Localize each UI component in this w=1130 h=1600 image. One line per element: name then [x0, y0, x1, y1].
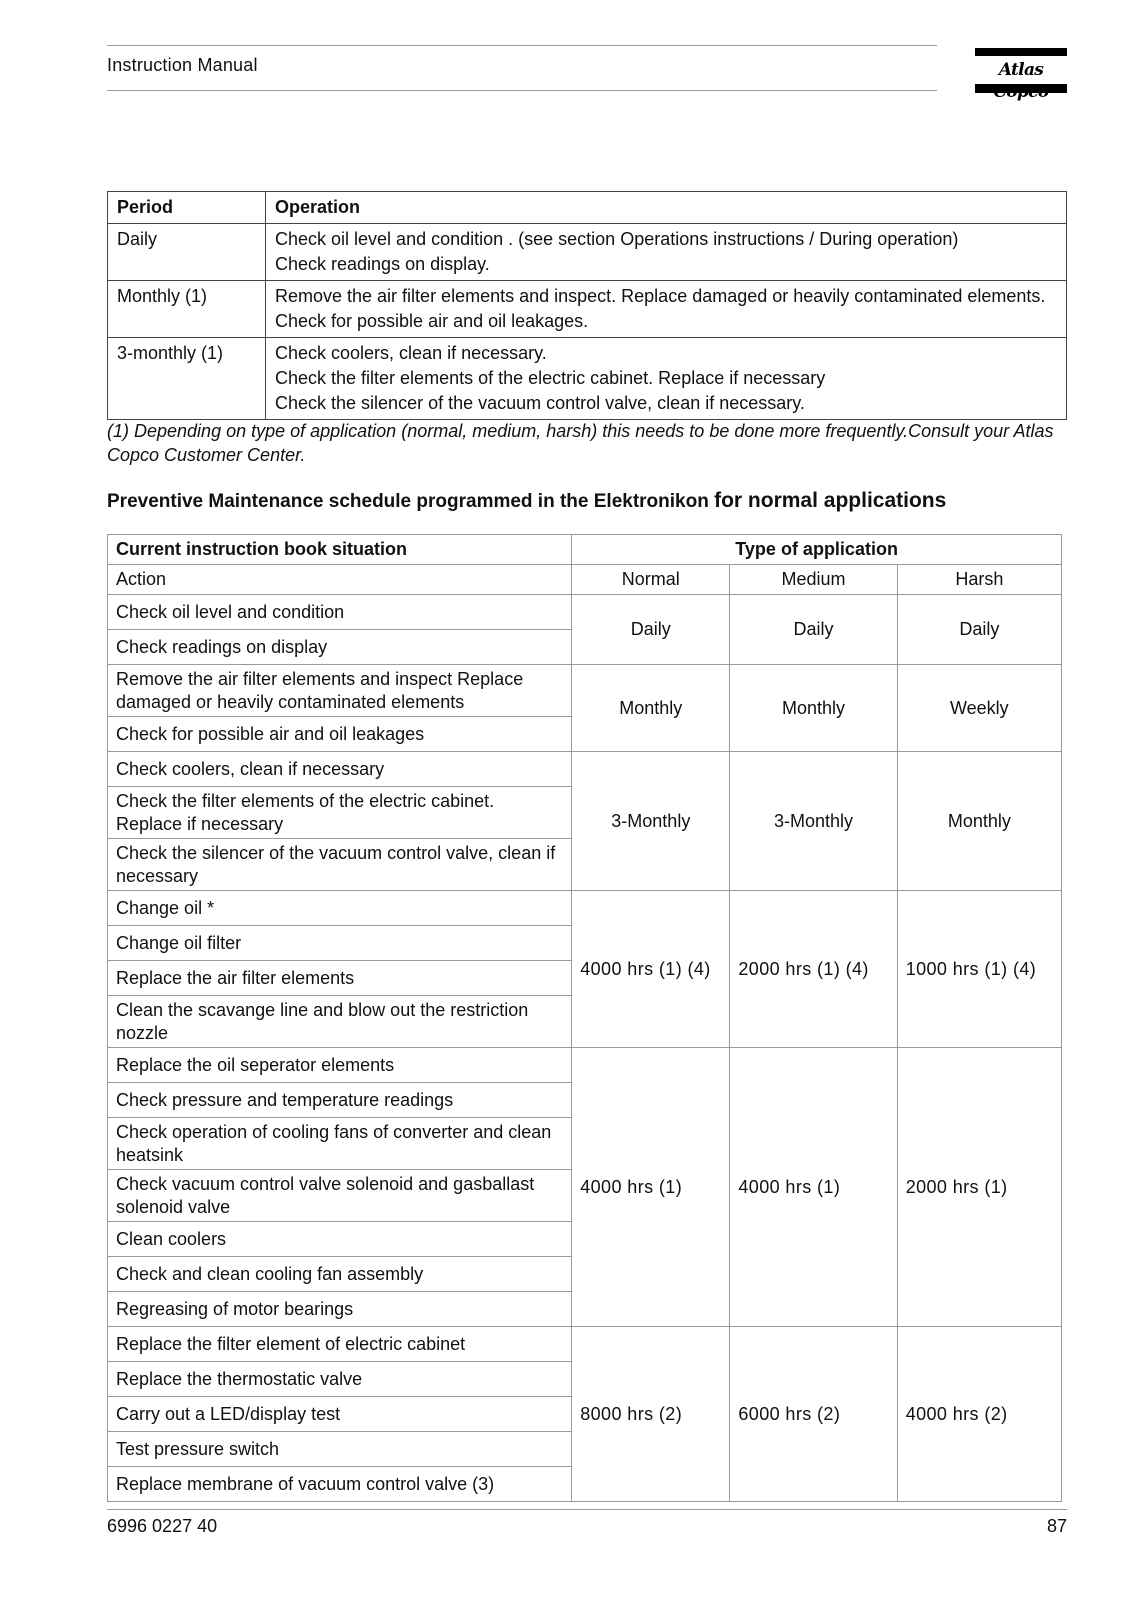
- period-cell: Monthly (1): [108, 281, 266, 338]
- header-period: Period: [108, 192, 266, 224]
- table-row: [108, 752, 1062, 787]
- header-operation: Operation: [266, 192, 1067, 224]
- action-cell: Check for possible air and oil leakages: [108, 717, 572, 752]
- header-harsh: Harsh: [897, 565, 1061, 595]
- table-row: [108, 1327, 1062, 1362]
- logo-wordmark: Atlas: [998, 60, 1044, 80]
- operation-cell: [266, 338, 1067, 420]
- action-cell: Check vacuum control valve solenoid and gasballast solenoid valve: [108, 1170, 572, 1222]
- section-title-part2: for normal applications: [714, 489, 947, 512]
- table-row: [108, 665, 1062, 717]
- operation-line: Check oil level and condition . (see section Operations instructions / During operation): [275, 229, 959, 249]
- table-header-row: [108, 535, 1062, 565]
- maintenance-schedule-table: [107, 534, 1062, 1502]
- interval-medium: 6000 hrs (2): [730, 1327, 897, 1502]
- action-cell: Replace the filter element of electric cabinet: [108, 1327, 572, 1362]
- interval-harsh: Monthly: [897, 752, 1061, 891]
- action-cell: Replace the thermostatic valve: [108, 1362, 572, 1397]
- period-cell: Daily: [108, 224, 266, 281]
- interval-harsh: Weekly: [897, 665, 1061, 752]
- interval-harsh: Daily: [897, 595, 1061, 665]
- interval-normal: Monthly: [572, 665, 730, 752]
- operation-line: Check the filter elements of the electric cabinet. Replace if necessary: [275, 368, 826, 388]
- operation-cell: [266, 281, 1067, 338]
- header-rule-bottom: [107, 90, 937, 91]
- table-subheader-row: [108, 565, 1062, 595]
- interval-medium: Daily: [730, 595, 897, 665]
- interval-medium: 4000 hrs (1): [730, 1048, 897, 1327]
- operation-line: Check coolers, clean if necessary.: [275, 343, 547, 363]
- interval-harsh: 2000 hrs (1): [897, 1048, 1061, 1327]
- table-row: [108, 224, 1067, 281]
- atlas-copco-logo: [975, 48, 1067, 93]
- action-cell: Check the filter elements of the electric cabinet. Replace if necessary: [108, 787, 572, 839]
- table-row: [108, 891, 1062, 926]
- action-cell: Carry out a LED/display test: [108, 1397, 572, 1432]
- action-cell: Replace the air filter elements: [108, 961, 572, 996]
- operation-line: Remove the air filter elements and inspect. Replace damaged or heavily contaminated elements. Check for possible air and oil leakages.: [275, 286, 1046, 331]
- header-normal: Normal: [572, 565, 730, 595]
- footnote: (1) Depending on type of application (normal, medium, harsh) this needs to be done more frequently.Consult your Atlas Copco Customer Center.: [107, 421, 1054, 465]
- document-number: 6996 0227 40: [107, 1516, 218, 1536]
- operation-cell: [266, 224, 1067, 281]
- interval-normal: 8000 hrs (2): [572, 1327, 730, 1502]
- operation-line: Check the silencer of the vacuum control valve, clean if necessary.: [275, 393, 805, 413]
- page-number: 87: [1046, 1516, 1067, 1536]
- interval-normal: 3-Monthly: [572, 752, 730, 891]
- header-type-of-application: Type of application: [572, 535, 1062, 565]
- interval-normal: 4000 hrs (1) (4): [572, 891, 730, 1048]
- interval-medium: Monthly: [730, 665, 897, 752]
- interval-medium: 2000 hrs (1) (4): [730, 891, 897, 1048]
- table-row: [108, 338, 1067, 420]
- action-cell: Check oil level and condition: [108, 595, 572, 630]
- period-cell: 3-monthly (1): [108, 338, 266, 420]
- action-cell: Check coolers, clean if necessary: [108, 752, 572, 787]
- footer-rule: [107, 1509, 1067, 1510]
- action-cell: Clean the scavange line and blow out the restriction nozzle: [108, 996, 572, 1048]
- action-cell: Check operation of cooling fans of converter and clean heatsink: [108, 1118, 572, 1170]
- action-cell: Change oil filter: [108, 926, 572, 961]
- action-cell: Test pressure switch: [108, 1432, 572, 1467]
- action-cell: Clean coolers: [108, 1222, 572, 1257]
- interval-normal: Daily: [572, 595, 730, 665]
- table-header-row: [108, 192, 1067, 224]
- table-row: [108, 1048, 1062, 1083]
- section-title: [107, 489, 946, 513]
- action-cell: Regreasing of motor bearings: [108, 1292, 572, 1327]
- action-cell: Check readings on display: [108, 630, 572, 665]
- action-cell: Check and clean cooling fan assembly: [108, 1257, 572, 1292]
- action-cell: Check pressure and temperature readings: [108, 1083, 572, 1118]
- header-rule-top: [107, 45, 937, 46]
- operation-line: Check readings on display.: [275, 254, 490, 274]
- action-cell: Check the silencer of the vacuum control valve, clean if necessary: [108, 839, 572, 891]
- header-medium: Medium: [730, 565, 897, 595]
- logo-bar-top: [975, 48, 1067, 56]
- interval-normal: 4000 hrs (1): [572, 1048, 730, 1327]
- action-cell: Replace the oil seperator elements: [108, 1048, 572, 1083]
- interval-harsh: 4000 hrs (2): [897, 1327, 1061, 1502]
- interval-medium: 3-Monthly: [730, 752, 897, 891]
- header-current-situation: Current instruction book situation: [108, 535, 572, 565]
- table-row: [108, 595, 1062, 630]
- section-title-part1: Preventive Maintenance schedule programmed in the Elektronikon: [107, 491, 715, 512]
- action-cell: Remove the air filter elements and inspect Replace damaged or heavily contaminated elements: [108, 665, 572, 717]
- logo-bar-bottom: [975, 84, 1067, 93]
- action-cell: Replace membrane of vacuum control valve (3): [108, 1467, 572, 1502]
- header-action: Action: [108, 565, 572, 595]
- interval-harsh: 1000 hrs (1) (4): [897, 891, 1061, 1048]
- table-row: [108, 281, 1067, 338]
- period-operation-table: [107, 191, 1067, 420]
- header-title: Instruction Manual: [107, 55, 258, 75]
- action-cell: Change oil *: [108, 891, 572, 926]
